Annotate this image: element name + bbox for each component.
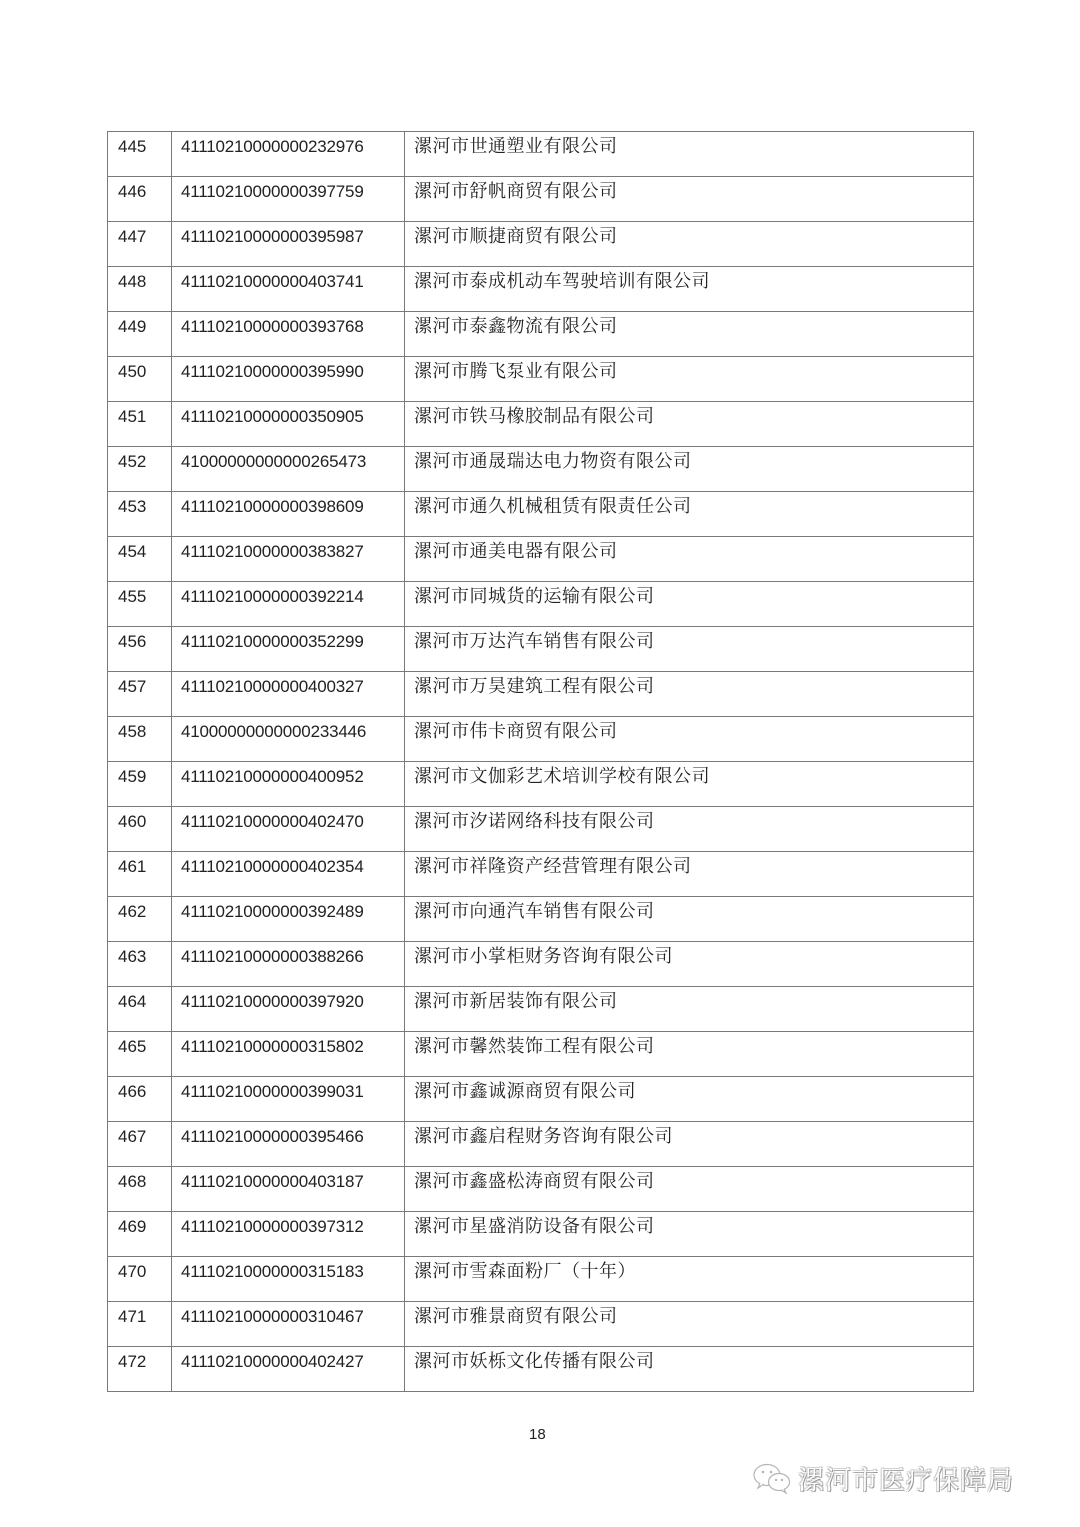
row-index: 449 xyxy=(118,317,147,336)
row-code-cell xyxy=(172,807,405,852)
row-name-cell xyxy=(405,537,974,582)
row-code-cell xyxy=(172,447,405,492)
row-code: 41110210000000400952 xyxy=(181,767,364,786)
table-row xyxy=(108,627,974,672)
row-code-cell xyxy=(172,942,405,987)
row-code-cell xyxy=(172,177,405,222)
row-code: 41110210000000397312 xyxy=(181,1217,364,1236)
row-company-name: 漯河市向通汽车销售有限公司 xyxy=(414,901,655,922)
table-row xyxy=(108,267,974,312)
watermark-text: 漯河市医疗保障局 xyxy=(798,1466,1015,1496)
row-name-cell xyxy=(405,1167,974,1212)
row-company-name: 漯河市鑫盛松涛商贸有限公司 xyxy=(414,1171,655,1192)
row-index: 463 xyxy=(118,947,147,966)
row-code: 41110210000000403741 xyxy=(181,272,364,291)
row-index-cell xyxy=(108,1032,172,1077)
row-index-cell xyxy=(108,672,172,717)
table-row xyxy=(108,1257,974,1302)
row-index-cell xyxy=(108,1347,172,1392)
row-code-cell xyxy=(172,1122,405,1167)
row-code: 41110210000000395987 xyxy=(181,227,364,246)
row-code: 41110210000000402470 xyxy=(181,812,364,831)
row-company-name: 漯河市泰鑫物流有限公司 xyxy=(414,316,618,337)
row-company-name: 漯河市祥隆资产经营管理有限公司 xyxy=(414,856,692,877)
table-row xyxy=(108,1347,974,1392)
row-name-cell xyxy=(405,492,974,537)
row-index-cell xyxy=(108,942,172,987)
row-company-name: 漯河市通久机械租赁有限责任公司 xyxy=(414,496,692,517)
row-name-cell xyxy=(405,1302,974,1347)
row-index: 462 xyxy=(118,902,147,921)
row-name-cell xyxy=(405,672,974,717)
row-code-cell xyxy=(172,897,405,942)
company-table-body xyxy=(108,132,974,1392)
row-index-cell xyxy=(108,357,172,402)
row-index-cell xyxy=(108,537,172,582)
table-row xyxy=(108,897,974,942)
row-code-cell xyxy=(172,1077,405,1122)
row-company-name: 漯河市馨然装饰工程有限公司 xyxy=(414,1036,655,1057)
row-code-cell xyxy=(172,672,405,717)
row-index: 456 xyxy=(118,632,147,651)
row-index-cell xyxy=(108,492,172,537)
row-code-cell xyxy=(172,1212,405,1257)
row-name-cell xyxy=(405,852,974,897)
row-company-name: 漯河市雅景商贸有限公司 xyxy=(414,1306,618,1327)
row-code-cell xyxy=(172,717,405,762)
table-row xyxy=(108,357,974,402)
row-name-cell xyxy=(405,762,974,807)
row-code: 41110210000000402354 xyxy=(181,857,364,876)
row-code: 41110210000000400327 xyxy=(181,677,364,696)
row-index-cell xyxy=(108,852,172,897)
row-index: 452 xyxy=(118,452,147,471)
row-company-name: 漯河市星盛消防设备有限公司 xyxy=(414,1216,655,1237)
table-row xyxy=(108,1077,974,1122)
row-code-cell xyxy=(172,987,405,1032)
row-index-cell xyxy=(108,402,172,447)
page-number: 18 xyxy=(529,1426,546,1443)
wechat-icon xyxy=(752,1462,792,1496)
row-index: 469 xyxy=(118,1217,147,1236)
table-row xyxy=(108,1032,974,1077)
row-index-cell xyxy=(108,987,172,1032)
row-index-cell xyxy=(108,312,172,357)
row-company-name: 漯河市顺捷商贸有限公司 xyxy=(414,226,618,247)
row-company-name: 漯河市小掌柜财务咨询有限公司 xyxy=(414,946,673,967)
table-row xyxy=(108,987,974,1032)
row-company-name: 漯河市舒帆商贸有限公司 xyxy=(414,181,618,202)
row-code: 41110210000000232976 xyxy=(181,137,364,156)
row-code: 41110210000000403187 xyxy=(181,1172,364,1191)
row-code-cell xyxy=(172,312,405,357)
table-row xyxy=(108,1302,974,1347)
row-company-name: 漯河市铁马橡胶制品有限公司 xyxy=(414,406,655,427)
row-code-cell xyxy=(172,492,405,537)
row-code: 41110210000000315183 xyxy=(181,1262,364,1281)
row-index: 446 xyxy=(118,182,147,201)
row-index-cell xyxy=(108,582,172,627)
row-code: 41110210000000399031 xyxy=(181,1082,364,1101)
row-index: 457 xyxy=(118,677,147,696)
row-code-cell xyxy=(172,537,405,582)
row-code-cell xyxy=(172,627,405,672)
table-row xyxy=(108,672,974,717)
row-code-cell xyxy=(172,357,405,402)
row-index-cell xyxy=(108,627,172,672)
table-row xyxy=(108,447,974,492)
row-name-cell xyxy=(405,987,974,1032)
row-company-name: 漯河市雪森面粉厂（十年） xyxy=(414,1261,636,1282)
row-index: 445 xyxy=(118,137,147,156)
row-company-name: 漯河市新居装饰有限公司 xyxy=(414,991,618,1012)
row-index: 472 xyxy=(118,1352,147,1371)
table-row xyxy=(108,177,974,222)
row-code: 41110210000000397759 xyxy=(181,182,364,201)
table-row xyxy=(108,942,974,987)
row-name-cell xyxy=(405,1122,974,1167)
row-code: 41110210000000397920 xyxy=(181,992,364,1011)
row-code: 41000000000000265473 xyxy=(181,452,367,471)
row-company-name: 漯河市伟卡商贸有限公司 xyxy=(414,721,618,742)
row-name-cell xyxy=(405,402,974,447)
row-company-name: 漯河市通晟瑞达电力物资有限公司 xyxy=(414,451,692,472)
row-index: 468 xyxy=(118,1172,147,1191)
row-code: 41110210000000398609 xyxy=(181,497,364,516)
row-index-cell xyxy=(108,1212,172,1257)
row-name-cell xyxy=(405,1212,974,1257)
table-row xyxy=(108,1212,974,1257)
row-code: 41000000000000233446 xyxy=(181,722,367,741)
row-index: 467 xyxy=(118,1127,147,1146)
row-index: 448 xyxy=(118,272,147,291)
table-row xyxy=(108,222,974,267)
table-row xyxy=(108,582,974,627)
row-index-cell xyxy=(108,1077,172,1122)
row-index-cell xyxy=(108,267,172,312)
row-code-cell xyxy=(172,1302,405,1347)
row-index-cell xyxy=(108,177,172,222)
row-name-cell xyxy=(405,312,974,357)
row-company-name: 漯河市妖栎文化传播有限公司 xyxy=(414,1351,655,1372)
row-name-cell xyxy=(405,222,974,267)
row-index: 461 xyxy=(118,857,147,876)
row-index: 450 xyxy=(118,362,147,381)
row-index: 459 xyxy=(118,767,147,786)
row-index-cell xyxy=(108,807,172,852)
row-company-name: 漯河市文伽彩艺术培训学校有限公司 xyxy=(414,766,710,787)
table-row xyxy=(108,762,974,807)
row-index: 455 xyxy=(118,587,147,606)
table-row xyxy=(108,312,974,357)
row-code-cell xyxy=(172,402,405,447)
row-code: 41110210000000395990 xyxy=(181,362,364,381)
row-company-name: 漯河市万昊建筑工程有限公司 xyxy=(414,676,655,697)
row-company-name: 漯河市通美电器有限公司 xyxy=(414,541,618,562)
table-row xyxy=(108,1167,974,1212)
row-code: 41110210000000392489 xyxy=(181,902,364,921)
row-code: 41110210000000383827 xyxy=(181,542,364,561)
table-row xyxy=(108,807,974,852)
row-code-cell xyxy=(172,1167,405,1212)
row-index: 471 xyxy=(118,1307,147,1326)
row-code-cell xyxy=(172,852,405,897)
row-name-cell xyxy=(405,627,974,672)
row-code-cell xyxy=(172,1032,405,1077)
watermark xyxy=(752,1460,1014,1497)
row-name-cell xyxy=(405,357,974,402)
row-index: 451 xyxy=(118,407,147,426)
row-index-cell xyxy=(108,1257,172,1302)
table-row xyxy=(108,492,974,537)
row-name-cell xyxy=(405,447,974,492)
row-company-name: 漯河市同城货的运输有限公司 xyxy=(414,586,655,607)
row-name-cell xyxy=(405,582,974,627)
row-code-cell xyxy=(172,1257,405,1302)
row-name-cell xyxy=(405,1257,974,1302)
row-company-name: 漯河市万达汽车销售有限公司 xyxy=(414,631,655,652)
row-name-cell xyxy=(405,1032,974,1077)
row-name-cell xyxy=(405,267,974,312)
row-index-cell xyxy=(108,897,172,942)
row-code: 41110210000000395466 xyxy=(181,1127,364,1146)
row-code-cell xyxy=(172,762,405,807)
row-code: 41110210000000393768 xyxy=(181,317,364,336)
row-index-cell xyxy=(108,1167,172,1212)
row-code: 41110210000000388266 xyxy=(181,947,364,966)
row-index: 454 xyxy=(118,542,147,561)
company-table xyxy=(107,131,974,1392)
row-index: 458 xyxy=(118,722,147,741)
row-index: 447 xyxy=(118,227,147,246)
row-index-cell xyxy=(108,717,172,762)
row-code: 41110210000000310467 xyxy=(181,1307,364,1326)
row-index: 460 xyxy=(118,812,147,831)
row-name-cell xyxy=(405,942,974,987)
row-index-cell xyxy=(108,447,172,492)
row-company-name: 漯河市世通塑业有限公司 xyxy=(414,136,618,157)
row-index: 465 xyxy=(118,1037,147,1056)
row-index-cell xyxy=(108,1122,172,1167)
row-code-cell xyxy=(172,267,405,312)
row-code-cell xyxy=(172,132,405,177)
row-company-name: 漯河市汐诺网络科技有限公司 xyxy=(414,811,655,832)
row-name-cell xyxy=(405,717,974,762)
row-index-cell xyxy=(108,132,172,177)
table-row xyxy=(108,852,974,897)
row-index: 453 xyxy=(118,497,147,516)
row-name-cell xyxy=(405,807,974,852)
row-code: 41110210000000315802 xyxy=(181,1037,364,1056)
row-code: 41110210000000392214 xyxy=(181,587,364,606)
row-company-name: 漯河市鑫启程财务咨询有限公司 xyxy=(414,1126,673,1147)
table-row xyxy=(108,537,974,582)
row-index: 470 xyxy=(118,1262,147,1281)
row-name-cell xyxy=(405,132,974,177)
row-code-cell xyxy=(172,222,405,267)
row-name-cell xyxy=(405,1077,974,1122)
row-index-cell xyxy=(108,762,172,807)
table-row xyxy=(108,402,974,447)
row-index-cell xyxy=(108,1302,172,1347)
table-row xyxy=(108,1122,974,1167)
row-code: 41110210000000352299 xyxy=(181,632,364,651)
row-code-cell xyxy=(172,1347,405,1392)
row-index: 466 xyxy=(118,1082,147,1101)
row-company-name: 漯河市鑫诚源商贸有限公司 xyxy=(414,1081,636,1102)
table-row xyxy=(108,717,974,762)
row-company-name: 漯河市泰成机动车驾驶培训有限公司 xyxy=(414,271,710,292)
row-name-cell xyxy=(405,1347,974,1392)
row-code: 41110210000000350905 xyxy=(181,407,364,426)
row-index: 464 xyxy=(118,992,147,1011)
row-company-name: 漯河市腾飞泵业有限公司 xyxy=(414,361,618,382)
row-index-cell xyxy=(108,222,172,267)
row-code-cell xyxy=(172,582,405,627)
row-name-cell xyxy=(405,177,974,222)
row-code: 41110210000000402427 xyxy=(181,1352,364,1371)
table-row xyxy=(108,132,974,177)
row-name-cell xyxy=(405,897,974,942)
